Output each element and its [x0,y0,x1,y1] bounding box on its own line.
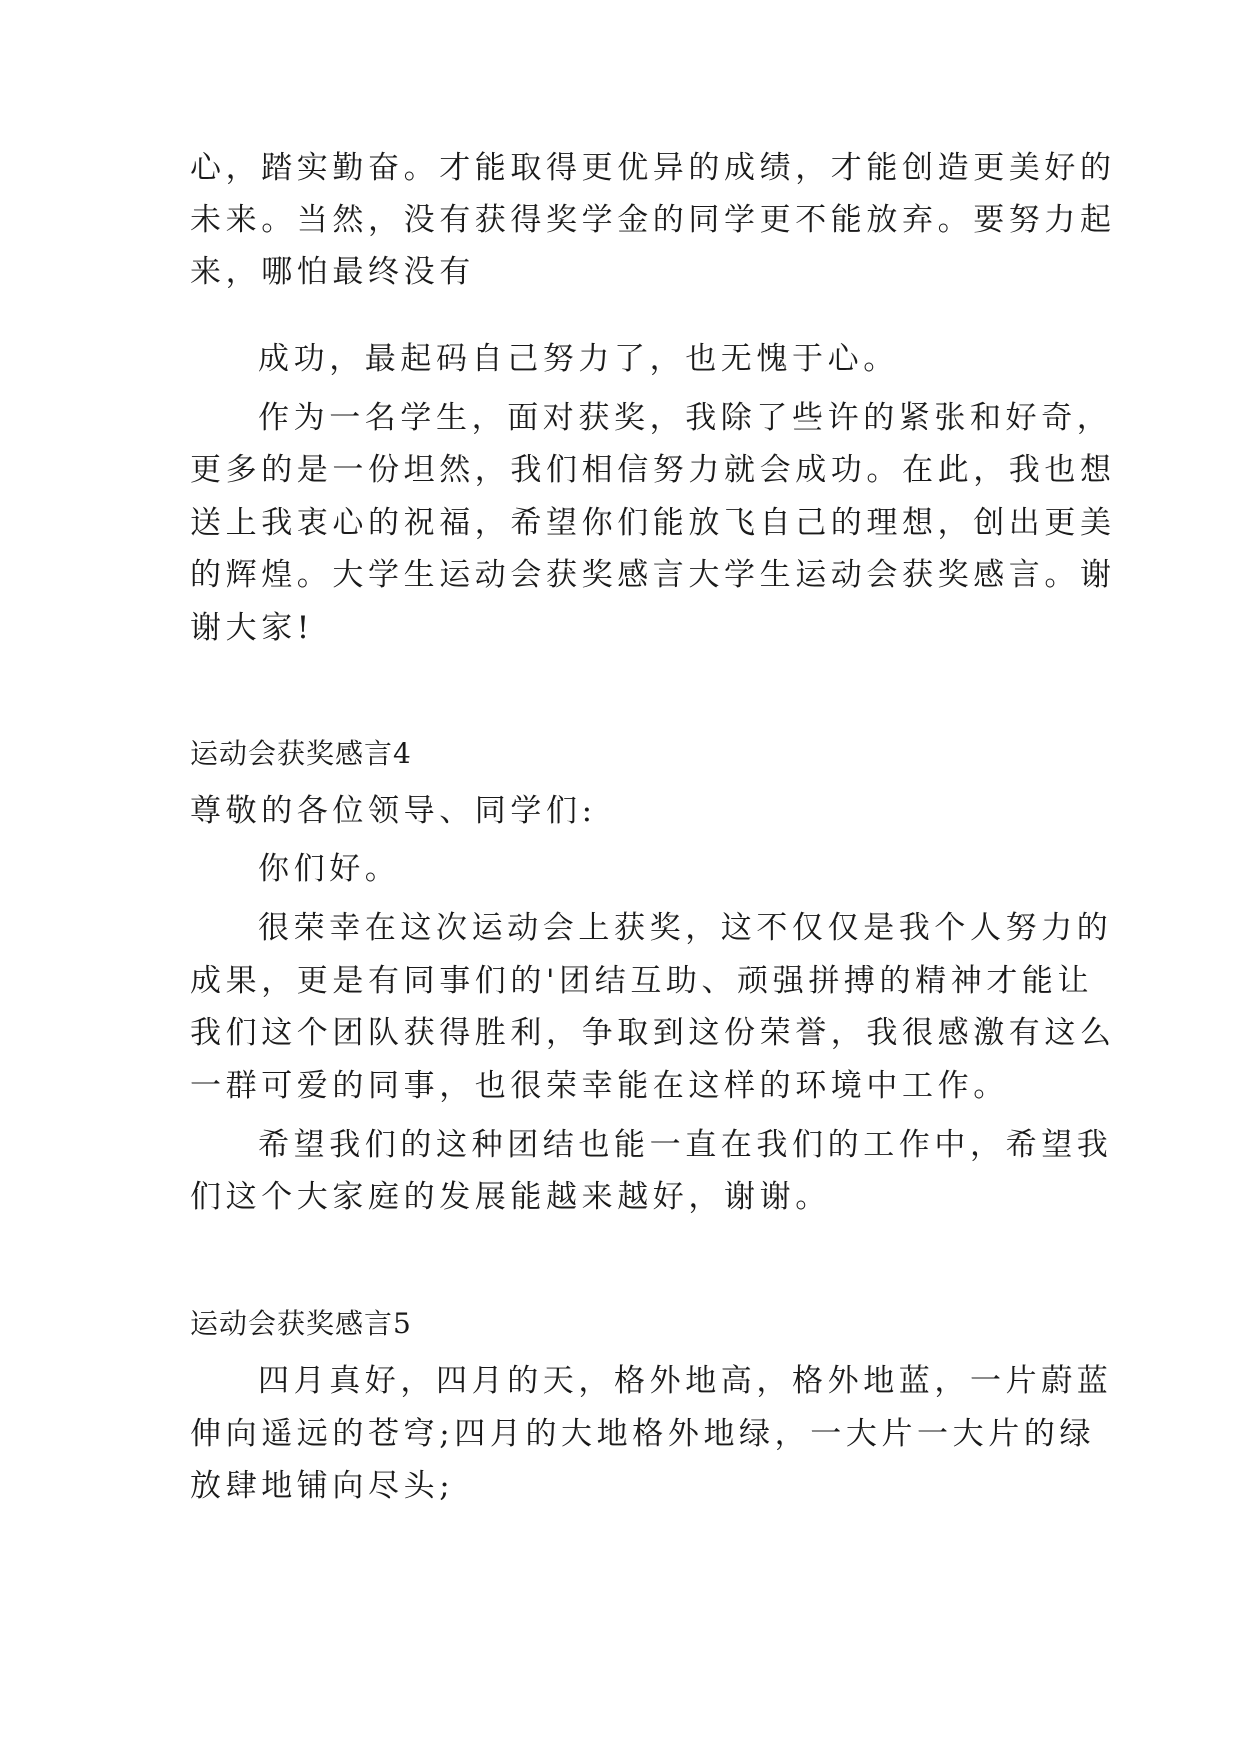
salutation: 尊敬的各位领导、同学们: [190,793,597,829]
text-line: 送上我衷心的祝福，希望你们能放飞自己的理想，创出更美 [190,505,1116,541]
text-line: 成果，更是有同事们的'团结互助、顽强拼搏的精神才能让 [190,963,1094,999]
text-line: 更多的是一份坦然，我们相信努力就会成功。在此，我也想 [190,452,1116,488]
text-line: 成功，最起码自己努力了，也无愧于心。 [258,341,899,377]
text-line: 的辉煌。大学生运动会获奖感言大学生运动会获奖感言。谢 [190,557,1116,593]
section-heading: 运动会获奖感言5 [190,1307,412,1340]
text-line: 谢大家! [190,610,314,646]
text-line: 放肆地铺向尽头; [190,1468,455,1504]
text-line: 们这个大家庭的发展能越来越好，谢谢。 [190,1179,831,1215]
text-line: 来，哪怕最终没有 [190,254,475,290]
greeting: 你们好。 [258,851,401,887]
text-line: 一群可爱的同事，也很荣幸能在这样的环境中工作。 [190,1068,1009,1104]
text-line: 心，踏实勤奋。才能取得更优异的成绩，才能创造更美好的 [190,150,1116,186]
text-line: 很荣幸在这次运动会上获奖，这不仅仅是我个人努力的 [258,910,1113,946]
text-line: 希望我们的这种团结也能一直在我们的工作中，希望我 [258,1127,1113,1163]
section-heading: 运动会获奖感言4 [190,737,412,770]
text-line: 未来。当然，没有获得奖学金的同学更不能放弃。要努力起 [190,202,1116,238]
text-line: 作为一名学生，面对获奖，我除了些许的紧张和好奇， [258,400,1113,436]
text-line: 四月真好，四月的天，格外地高，格外地蓝，一片蔚蓝 [258,1363,1113,1399]
text-line: 我们这个团队获得胜利，争取到这份荣誉，我很感激有这么 [190,1015,1116,1051]
text-line: 伸向遥远的苍穹;四月的大地格外地绿，一大片一大片的绿 [190,1416,1096,1452]
